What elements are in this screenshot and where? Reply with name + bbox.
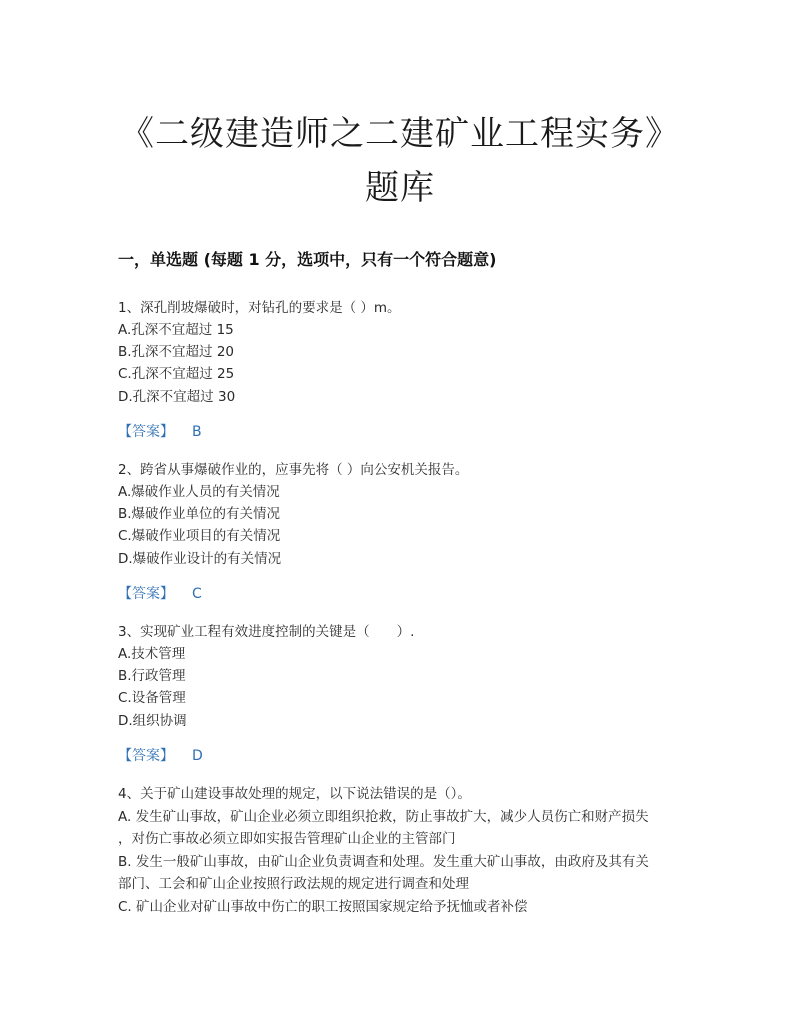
option-line: A. 发生矿山事故，矿山企业必须立即组织抢救，防止事故扩大，减少人员伤亡和财产损失 [118,809,649,825]
section-heading: 一，单选题 (每题 1 分，选项中，只有一个符合题意) [118,250,497,269]
option-a: A.孔深不宜超过 15 [118,322,234,338]
answer-value: B [192,424,202,440]
question-stem: 4、关于矿山建设事故处理的规定，以下说法错误的是（）。 [118,786,471,802]
option-c: C.爆破作业项目的有关情况 [118,528,281,544]
answer-label: 【答案】 [118,748,174,764]
option-b: B.孔深不宜超过 20 [118,344,235,360]
answer-row [118,745,203,765]
answer-label: 【答案】 [118,424,174,440]
answer-value: D [192,748,203,764]
option-line: ，对伤亡事故必须立即如实报告管理矿山企业的主管部门 [118,831,456,847]
option-b: B.爆破作业单位的有关情况 [118,506,281,522]
option-d: D.孔深不宜超过 30 [118,389,236,405]
document-title: 《二级建造师之二建矿业工程实务》 [120,114,680,154]
option-line: 部门、工会和矿山企业按照行政法规的规定进行调查和处理 [118,876,469,892]
option-b: B.行政管理 [118,668,186,684]
option-c: C.设备管理 [118,690,186,706]
answer-row [118,421,202,441]
answer-label: 【答案】 [118,586,174,602]
option-line: B. 发生一般矿山事故，由矿山企业负责调查和处理。发生重大矿山事故，由政府及其有关 [118,854,649,870]
question-stem: 1、深孔削坡爆破时，对钻孔的要求是（ ）m。 [118,300,401,316]
answer-row [118,583,202,603]
answer-value: C [192,586,202,602]
document-subtitle: 题库 [365,168,435,208]
question-stem: 2、跨省从事爆破作业的，应事先将（ ）向公安机关报告。 [118,462,469,478]
question-stem: 3、实现矿业工程有效进度控制的关键是（ ）. [118,624,415,640]
option-d: D.爆破作业设计的有关情况 [118,551,282,567]
option-d: D.组织协调 [118,713,187,729]
option-c: C.孔深不宜超过 25 [118,366,235,382]
option-a: A.技术管理 [118,646,186,662]
option-line: C. 矿山企业对矿山事故中伤亡的职工按照国家规定给予抚恤或者补偿 [118,899,528,915]
option-a: A.爆破作业人员的有关情况 [118,484,280,500]
